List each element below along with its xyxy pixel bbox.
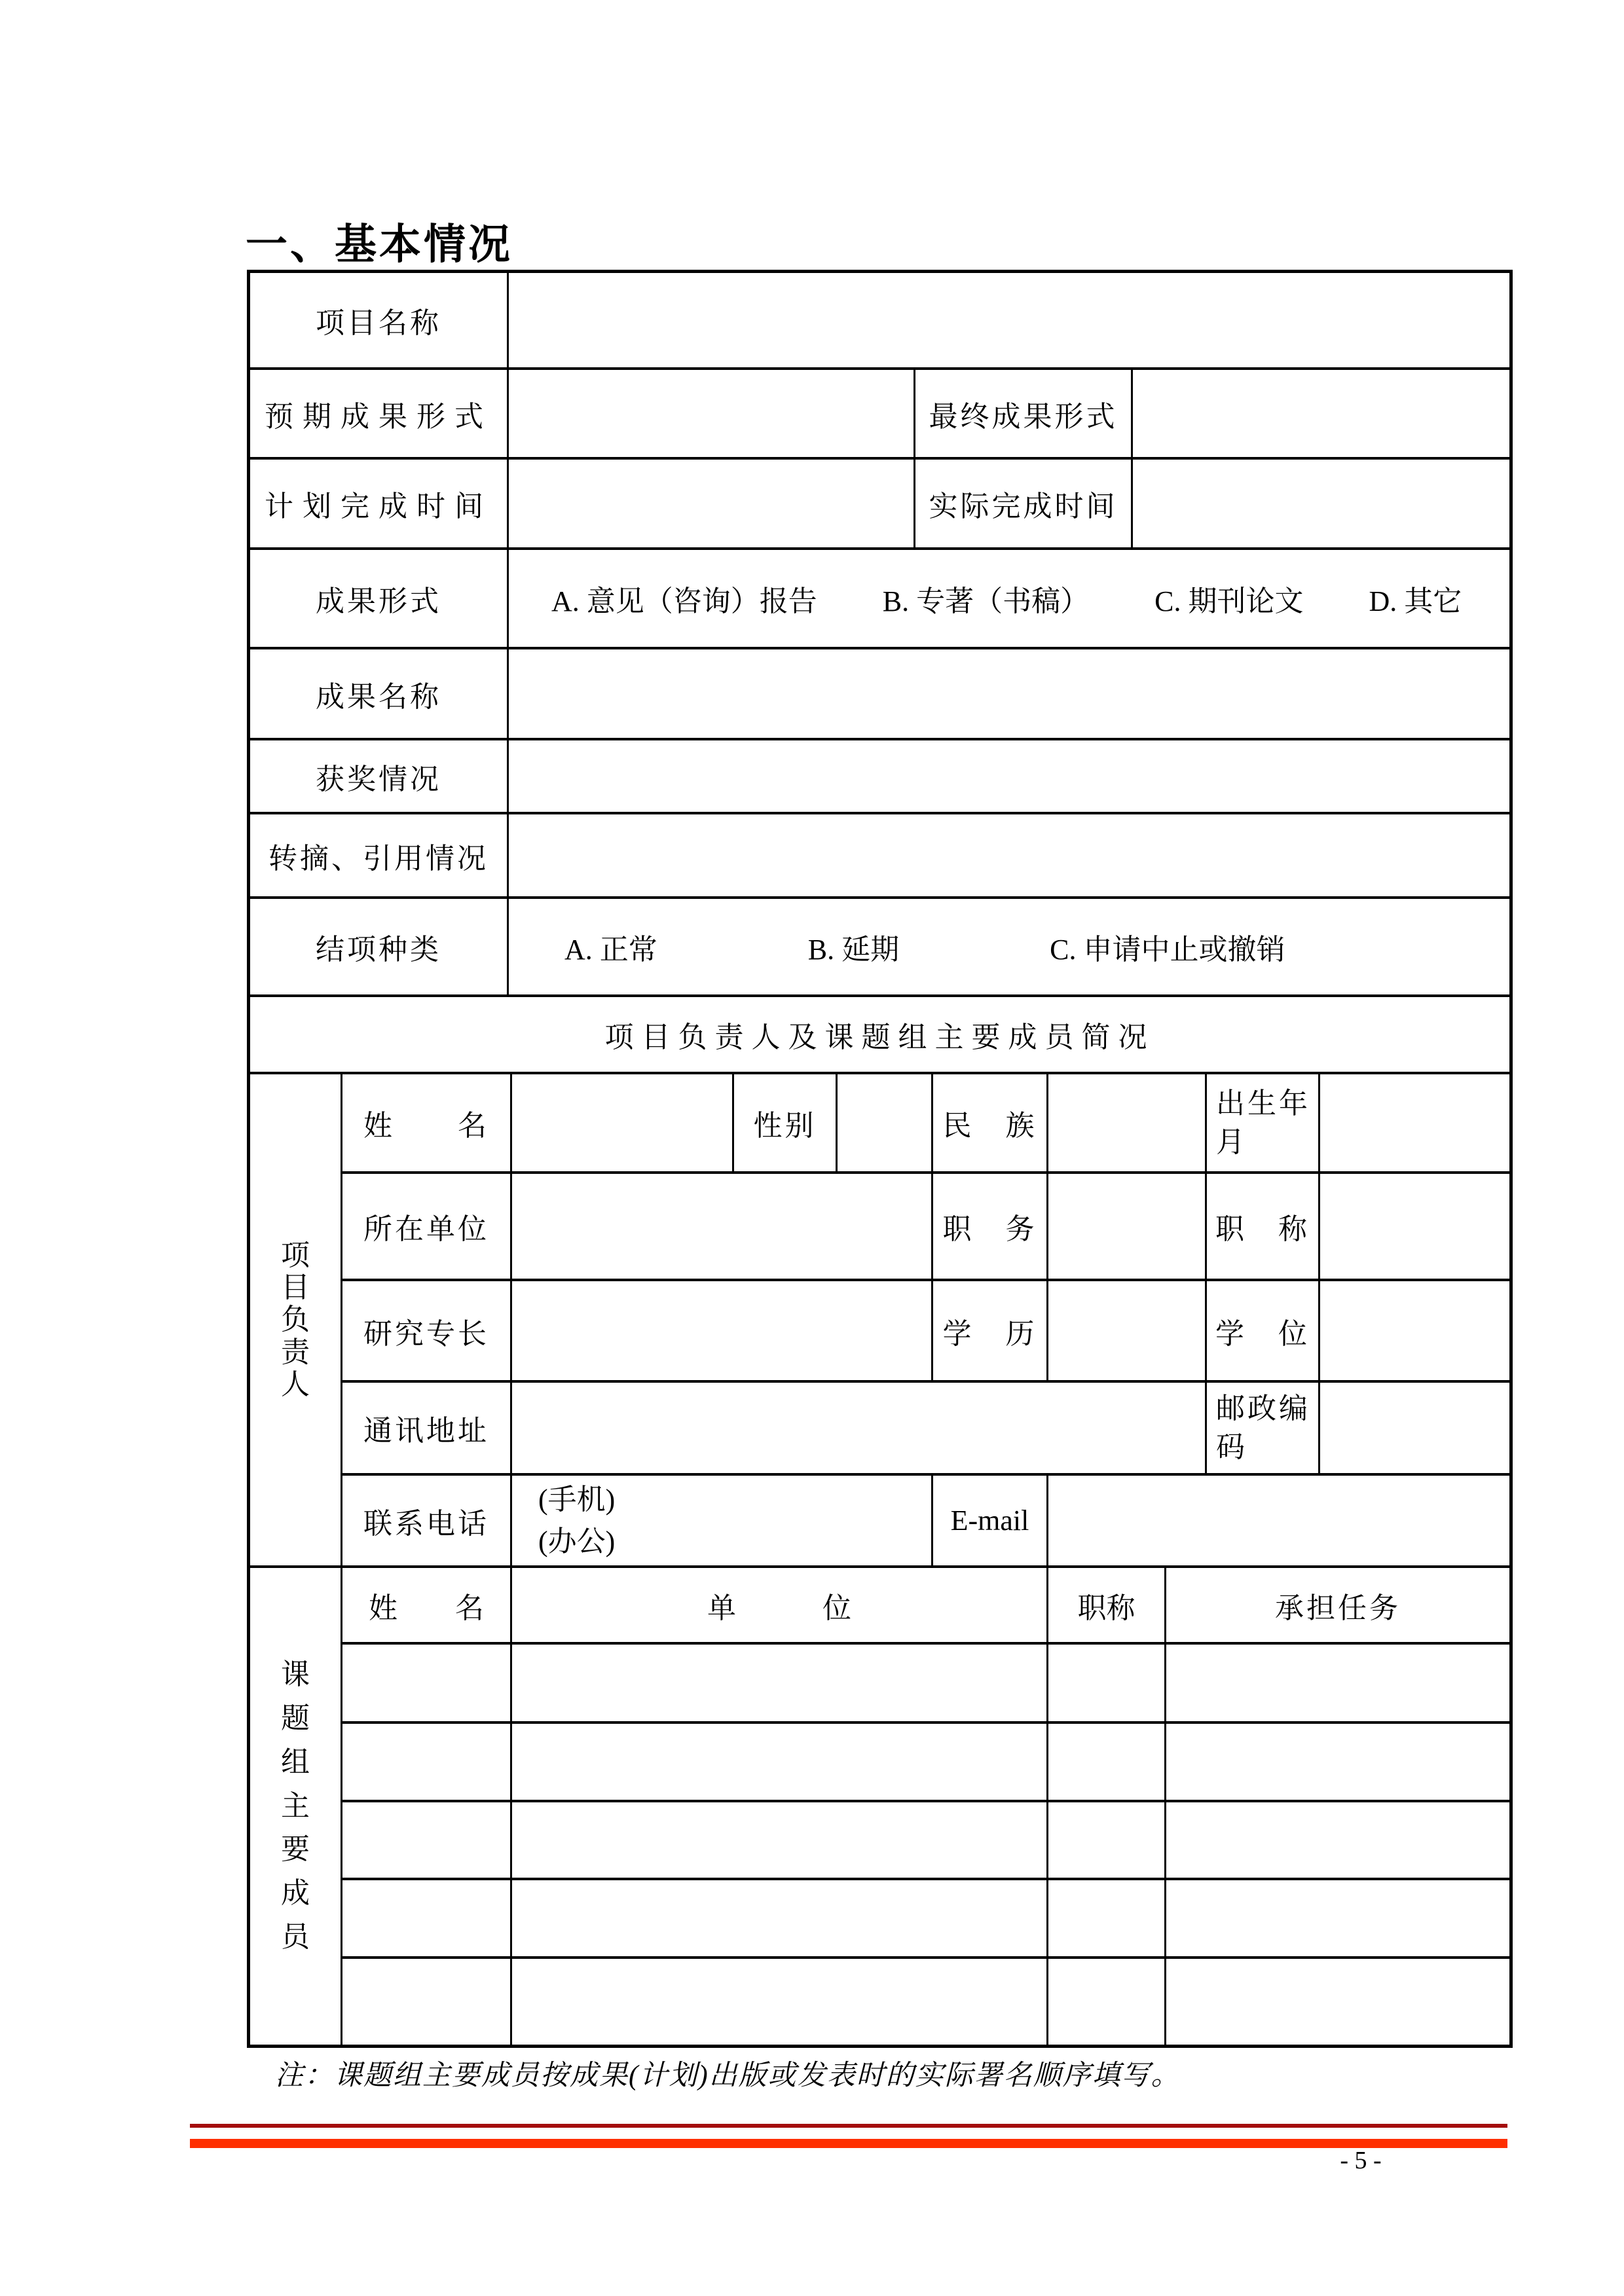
member-task-cell xyxy=(1166,1724,1509,1800)
member-unit-cell xyxy=(512,1959,1048,2045)
member-title-cell xyxy=(1048,1645,1166,1721)
closing-type-option-b: B. 延期 xyxy=(807,934,900,966)
member-title-cell xyxy=(1048,1880,1166,1956)
leader-phone-field xyxy=(512,1476,933,1565)
leader-position-field xyxy=(1048,1174,1207,1279)
final-result-label: 最终成果形式 xyxy=(915,370,1133,457)
planned-completion-label: 计划完成时间 xyxy=(250,460,509,547)
leader-ethnicity-label: 民 族 xyxy=(933,1074,1048,1171)
award-status-field xyxy=(509,740,1509,812)
closing-type-row xyxy=(250,899,1509,997)
basic-info-table xyxy=(247,270,1513,2048)
member-unit-cell xyxy=(512,1724,1048,1800)
leader-education-label: 学 历 xyxy=(933,1281,1048,1380)
member-header-row xyxy=(342,1568,1509,1645)
actual-completion-field xyxy=(1133,460,1509,547)
leader-title-label: 职 称 xyxy=(1207,1174,1320,1279)
member-row-3 xyxy=(342,1802,1509,1880)
project-leader-rows xyxy=(342,1074,1509,1565)
member-header-name: 姓 名 xyxy=(342,1568,512,1642)
member-header-task: 承担任务 xyxy=(1275,1592,1401,1624)
leader-name-row xyxy=(342,1074,1509,1174)
member-name-cell xyxy=(342,1802,512,1878)
member-row-4 xyxy=(342,1880,1509,1959)
project-name-field xyxy=(509,273,1509,367)
leader-postcode-field xyxy=(1320,1383,1509,1473)
leader-name-label: 姓 名 xyxy=(342,1074,512,1171)
leader-position-label: 职 务 xyxy=(933,1174,1048,1279)
leader-name-field xyxy=(512,1074,734,1171)
closing-type-options xyxy=(509,899,1509,994)
project-name-row xyxy=(250,273,1509,370)
award-status-row xyxy=(250,740,1509,814)
leader-phone-row xyxy=(342,1476,1509,1565)
page-number: - 5 - xyxy=(1340,2147,1382,2174)
result-name-row xyxy=(250,649,1509,740)
result-form-label: 成果形式 xyxy=(250,550,509,647)
actual-completion-label: 实际完成时间 xyxy=(915,460,1133,547)
member-name-cell xyxy=(342,1645,512,1721)
leader-email-field xyxy=(1048,1476,1509,1565)
leader-unit-label: 所在单位 xyxy=(342,1174,512,1279)
leader-phone-office-line: (办公) xyxy=(538,1525,616,1558)
member-task-cell xyxy=(1166,1880,1509,1956)
expected-result-label: 预期成果形式 xyxy=(250,370,509,457)
leader-birthdate-field xyxy=(1320,1074,1509,1171)
leader-email-label: E-mail xyxy=(933,1476,1048,1565)
leader-degree-field xyxy=(1320,1281,1509,1380)
member-task-cell xyxy=(1166,1645,1509,1721)
leader-unit-field xyxy=(512,1174,933,1279)
member-task-cell xyxy=(1166,1959,1509,2045)
planned-completion-field xyxy=(509,460,915,547)
final-result-field xyxy=(1133,370,1509,457)
closing-type-label: 结项种类 xyxy=(250,899,509,994)
result-name-field xyxy=(509,649,1509,738)
member-title-cell xyxy=(1048,1724,1166,1800)
leader-gender-label: 性别 xyxy=(734,1074,838,1171)
member-row-1 xyxy=(342,1645,1509,1724)
citation-status-label: 转摘、引用情况 xyxy=(250,814,509,896)
team-members-section xyxy=(250,1568,1509,2045)
member-header-unit: 单 位 xyxy=(512,1568,1048,1642)
members-section-title-row xyxy=(250,997,1509,1074)
leader-address-label: 通讯地址 xyxy=(342,1383,512,1473)
citation-status-row xyxy=(250,814,1509,899)
leader-postcode-label: 邮政编码 xyxy=(1207,1383,1320,1473)
closing-type-option-a: A. 正常 xyxy=(564,934,657,966)
leader-ethnicity-field xyxy=(1048,1074,1207,1171)
member-unit-cell xyxy=(512,1880,1048,1956)
member-title-cell xyxy=(1048,1802,1166,1878)
members-section-title: 项目负责人及课题组主要成员简况 xyxy=(604,1021,1155,1053)
leader-birthdate-label: 出生年月 xyxy=(1207,1074,1320,1171)
team-members-vertical-label: 课题组主要成员 xyxy=(281,1658,310,1954)
planned-completion-row xyxy=(250,460,1509,550)
member-row-5 xyxy=(342,1959,1509,2045)
leader-specialty-label: 研究专长 xyxy=(342,1281,512,1380)
result-form-option-b: B. 专著（书稿） xyxy=(882,585,1090,617)
leader-phone-mobile-line: (手机) xyxy=(538,1483,616,1516)
result-form-option-d: D. 其它 xyxy=(1369,585,1462,617)
project-leader-vertical-label: 项目负责人 xyxy=(281,1239,310,1400)
member-unit-cell xyxy=(512,1802,1048,1878)
leader-address-row xyxy=(342,1383,1509,1476)
page-title: 一、基本情况 xyxy=(246,221,513,269)
leader-title-field xyxy=(1320,1174,1509,1279)
result-form-options xyxy=(509,550,1509,647)
project-leader-vertical-cell xyxy=(250,1074,342,1565)
expected-result-field xyxy=(509,370,915,457)
member-name-cell xyxy=(342,1959,512,2045)
leader-unit-row xyxy=(342,1174,1509,1281)
leader-specialty-row xyxy=(342,1281,1509,1383)
award-status-label: 获奖情况 xyxy=(250,740,509,812)
closing-type-option-c: C. 申请中止或撤销 xyxy=(1050,934,1285,966)
member-task-cell xyxy=(1166,1802,1509,1878)
project-name-label: 项目名称 xyxy=(250,273,509,367)
result-form-option-a: A. 意见（咨询）报告 xyxy=(551,585,817,617)
leader-degree-label: 学 位 xyxy=(1207,1281,1320,1380)
project-leader-section xyxy=(250,1074,1509,1568)
leader-gender-field xyxy=(838,1074,933,1171)
leader-address-field xyxy=(512,1383,1207,1473)
team-members-rows xyxy=(342,1568,1509,2045)
citation-status-field xyxy=(509,814,1509,896)
result-name-label: 成果名称 xyxy=(250,649,509,738)
member-name-cell xyxy=(342,1880,512,1956)
team-members-vertical-cell xyxy=(250,1568,342,2045)
member-name-cell xyxy=(342,1724,512,1800)
footnote: 注：课题组主要成员按成果(计划)出版或发表时的实际署名顺序填写。 xyxy=(275,2060,1181,2091)
leader-phone-label: 联系电话 xyxy=(342,1476,512,1565)
member-unit-cell xyxy=(512,1645,1048,1721)
member-header-title: 职称 xyxy=(1048,1568,1166,1642)
expected-result-row xyxy=(250,370,1509,460)
result-form-row xyxy=(250,550,1509,649)
member-title-cell xyxy=(1048,1959,1166,2045)
footer-rule-dark xyxy=(190,2124,1507,2128)
member-row-2 xyxy=(342,1724,1509,1802)
leader-specialty-field xyxy=(512,1281,933,1380)
leader-education-field xyxy=(1048,1281,1207,1380)
result-form-option-c: C. 期刊论文 xyxy=(1154,585,1304,617)
